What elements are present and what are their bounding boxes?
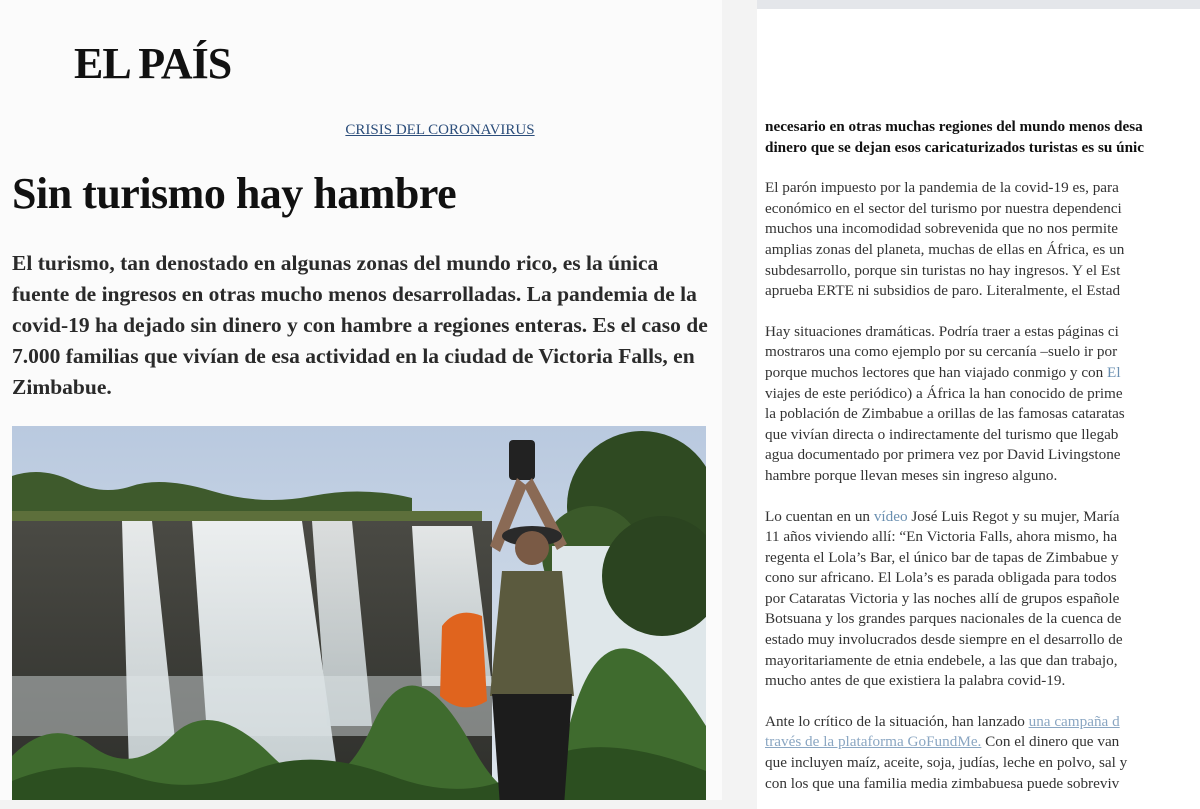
text-line: necesario en otras muchas regiones del mundo menos desa	[765, 118, 1143, 135]
text-line: que incluyen maíz, aceite, soja, judías, leche en polvo, sal y	[765, 754, 1128, 772]
text-segment: porque muchos lectores que han viajado conmigo y con	[765, 363, 1104, 381]
text-line: subdesarrollo, porque sin turistas no hay ingresos. Y el Est	[765, 261, 1121, 279]
text-line	[765, 732, 1200, 753]
campaign-link[interactable]: una campaña d	[1028, 712, 1120, 730]
text-line: 11 años viviendo allí: “En Victoria Falls, ahora mismo, ha	[765, 528, 1118, 546]
text-segment: Lo cuentan en un	[765, 507, 874, 525]
text-segment: Ante lo crítico de la situación, han lanzado	[765, 712, 1029, 730]
text-line: regenta el Lola’s Bar, el único bar de tapas de Zimbabue y	[765, 548, 1119, 566]
text-line: mostraros una como ejemplo por su cercanía –suelo ir por	[765, 343, 1118, 361]
right-article-page	[757, 0, 1200, 809]
paragraph-3	[765, 322, 1200, 487]
article-subtitle: El turismo, tan denostado en algunas zonas del mundo rico, es la única fuente de ingresos en otras mucho menos desarrolladas. La pandemia de la covid-19 ha dejado sin dinero y con hambre a regiones enteras. Es el caso de 7.000 familias que vivían de esa actividad en la ciudad de Victoria Falls, en Zimbabue.	[12, 251, 708, 399]
text-line	[765, 712, 1200, 733]
text-line: dinero que se dejan esos caricaturizados turistas es su únic	[765, 138, 1144, 156]
text-line: mucho antes de que existiera la palabra covid-19.	[765, 672, 1066, 690]
paragraph-5	[765, 712, 1200, 794]
text-line: agua documentado por primera vez por David Livingstone	[765, 446, 1121, 464]
text-line: amplias zonas del planeta, muchas de ellas en África, es un	[765, 240, 1125, 258]
text-segment: Con el dinero que van	[981, 733, 1120, 751]
paragraph-4	[765, 507, 1200, 692]
text-line: aprueba ERTE ni subsidios de paro. Literalmente, el Estad	[765, 282, 1121, 300]
article-headline: Sin turismo hay hambre	[12, 169, 457, 218]
text-line: Botsuana y los grandes parques nacionales de la cuenca de	[765, 610, 1122, 628]
text-line: Hay situaciones dramáticas. Podría traer a estas páginas ci	[765, 322, 1119, 340]
paragraph-2	[765, 178, 1200, 302]
text-line: muchos una incomodidad sobrevenida que no nos permite	[765, 220, 1119, 238]
text-line: estado muy involucrados desde siempre en el desarrollo de	[765, 631, 1123, 649]
photo-illustration	[12, 426, 706, 800]
el-pais-link[interactable]: El	[1107, 363, 1121, 381]
text-line	[765, 363, 1200, 384]
text-line: mayoritariamente de etnia endebele, a las que dan trabajo,	[765, 651, 1118, 669]
gofundme-link[interactable]: través de la plataforma GoFundMe.	[765, 733, 982, 751]
text-line: por Cataratas Victoria y las noches allí de grupos españole	[765, 589, 1120, 607]
victoria-falls-photo	[12, 426, 706, 800]
text-line: hambre porque llevan meses sin ingreso alguno.	[765, 466, 1058, 484]
section-link-crisis-coronavirus[interactable]: CRISIS DEL CORONAVIRUS	[345, 122, 535, 138]
text-line: con los que una familia media zimbabuesa puede sobreviv	[765, 774, 1120, 792]
video-link[interactable]: vídeo	[873, 507, 908, 525]
text-line: económico en el sector del turismo por nuestra dependenci	[765, 199, 1122, 217]
text-segment: José Luis Regot y su mujer, María	[907, 507, 1120, 525]
text-line: que vivían directa o indirectamente del turismo que llegab	[765, 425, 1119, 443]
el-pais-logo[interactable]: EL PAÍS	[74, 39, 232, 88]
paragraph-1	[765, 117, 1200, 158]
text-line	[765, 507, 1200, 528]
article-body	[765, 117, 1200, 809]
text-line: El parón impuesto por la pandemia de la covid-19 es, para	[765, 179, 1119, 197]
text-line: viajes de este periódico) a África la han conocido de prime	[765, 384, 1123, 402]
text-line: cono sur africano. El Lola’s es parada obligada para todos	[765, 569, 1117, 587]
text-line: la población de Zimbabue a orillas de las famosas cataratas	[765, 405, 1125, 423]
